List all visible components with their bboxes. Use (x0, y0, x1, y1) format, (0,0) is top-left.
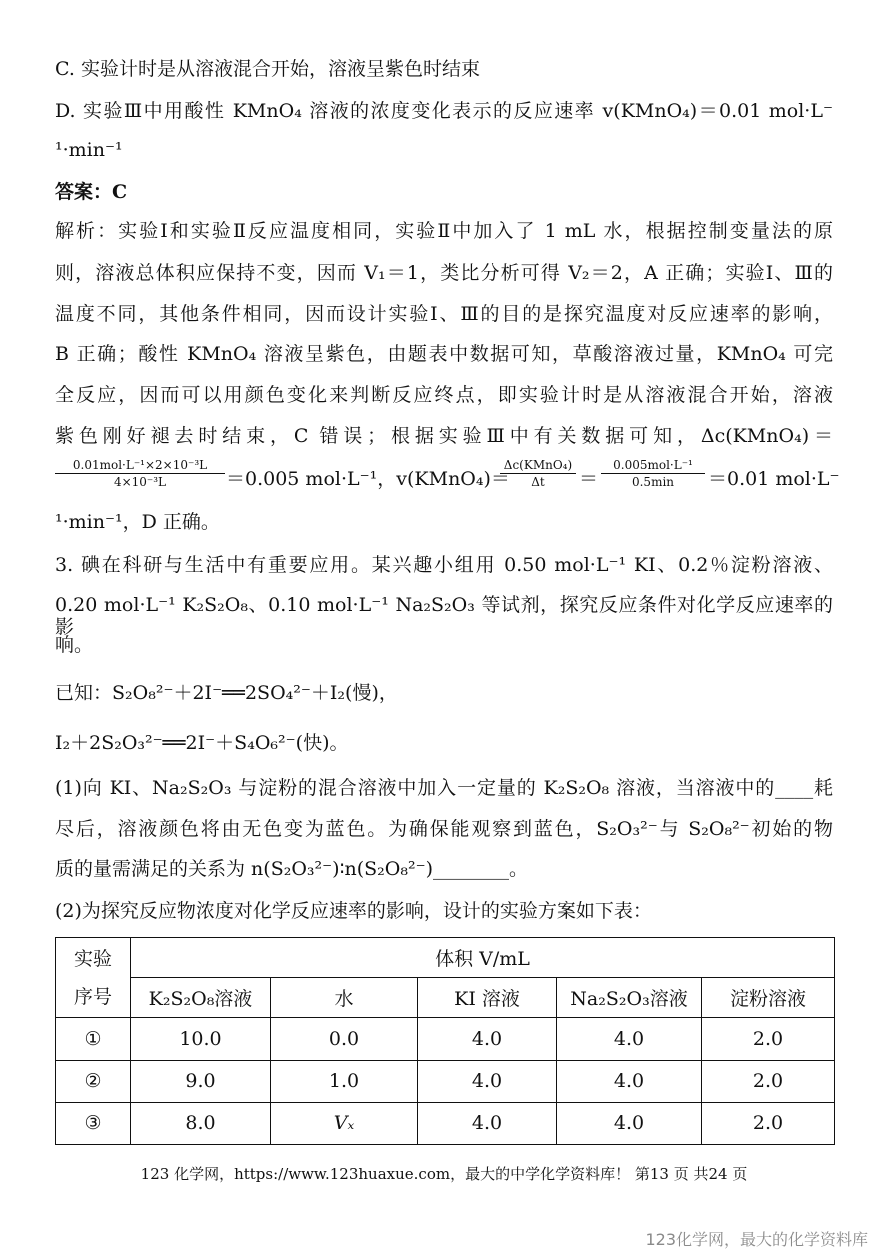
option-c: C. 实验计时是从溶液混合开始，溶液呈紫色时结束 (55, 58, 480, 80)
question-3-reagents: 0.20 mol·L⁻¹ K₂S₂O₈、0.10 mol·L⁻¹ Na₂S₂O₃ 等试剂，探究反应条件对化学反应速率的影 (55, 594, 833, 638)
watermark: 123化学网，最大的化学资料库 (645, 1230, 868, 1249)
fraction-rate (500, 458, 576, 489)
cell: 4.0 (418, 1102, 557, 1144)
analysis-line-3: 温度不同，其他条件相同，因而设计实验Ⅰ、Ⅲ的目的是探究温度对反应速率的影响， (55, 303, 833, 325)
analysis-line-6: 紫色刚好褪去时结束，C 错误；根据实验Ⅲ中有关数据可知，Δc(KMnO₄)＝ (55, 425, 833, 447)
cell: 8.0 (131, 1102, 271, 1144)
page-footer: 123 化学网，https://www.123huaxue.com，最大的中学化学资料库！ 第13 页 共24 页 (140, 1165, 748, 1183)
cell: 9.0 (131, 1060, 271, 1102)
question-3-intro: 3. 碘在科研与生活中有重要应用。某兴趣小组用 0.50 mol·L⁻¹ KI、0.2％淀粉溶液、 (55, 554, 833, 576)
analysis-line-4: B 正确；酸性 KMnO₄ 溶液呈紫色，由题表中数据可知，草酸溶液过量，KMnO₄ 可完 (55, 343, 833, 365)
sub-question-1-cont: 尽后，溶液颜色将由无色变为蓝色。为确保能观察到蓝色，S₂O₃²⁻与 S₂O₈²⁻初始的物 (55, 818, 833, 840)
table-row (56, 1060, 835, 1102)
cell: 4.0 (418, 1060, 557, 1102)
analysis-end: ¹·min⁻¹，D 正确。 (55, 511, 220, 533)
header-ki: KI 溶液 (418, 978, 557, 1018)
fraction-denominator: 0.5min (631, 475, 675, 489)
fraction-numerator: 0.01mol·L⁻¹×2×10⁻³L (55, 458, 225, 474)
sub-question-2: (2)为探究反应物浓度对化学反应速率的影响，设计的实验方案如下表： (55, 900, 652, 922)
cell: 2.0 (702, 1018, 835, 1060)
known-reaction-1: 已知：S₂O₈²⁻＋2I⁻══2SO₄²⁻＋I₂(慢)， (55, 682, 398, 704)
row-id: ③ (56, 1102, 131, 1144)
table-row (56, 1102, 835, 1144)
header-na2s2o3: Na₂S₂O₃溶液 (557, 978, 702, 1018)
sub-question-1-relation: 质的量需满足的关系为 n(S₂O₃²⁻)∶n(S₂O₈²⁻)________。 (55, 858, 529, 880)
header-experiment-number: 实验 序号 (56, 938, 131, 1018)
rate-result: ＝0.01 mol·L⁻ (708, 468, 840, 490)
cell: 10.0 (131, 1018, 271, 1060)
rate-expression: ＝0.005 mol·L⁻¹，v(KMnO₄)＝ (226, 468, 510, 490)
cell: 0.0 (271, 1018, 418, 1060)
analysis-line-1: 解析：实验Ⅰ和实验Ⅱ反应温度相同，实验Ⅱ中加入了 1 mL 水，根据控制变量法的原 (55, 220, 833, 242)
experiment-table (55, 937, 835, 1145)
fraction-concentration (55, 458, 225, 489)
fraction-value (601, 458, 705, 489)
analysis-line-2: 则，溶液总体积应保持不变，因而 V₁＝1，类比分析可得 V₂＝2，A 正确；实验Ⅰ、Ⅲ的 (55, 262, 833, 284)
cell: Vₓ (271, 1102, 418, 1144)
header-k2s2o8: K₂S₂O₈溶液 (131, 978, 271, 1018)
answer: 答案：C (55, 181, 128, 203)
fraction-numerator: 0.005mol·L⁻¹ (601, 458, 705, 474)
cell: 4.0 (418, 1018, 557, 1060)
header-volume: 体积 V/mL (131, 938, 835, 978)
cell: 4.0 (557, 1018, 702, 1060)
cell: 2.0 (702, 1060, 835, 1102)
known-reaction-2: I₂＋2S₂O₃²⁻══2I⁻＋S₄O₆²⁻(快)。 (55, 732, 349, 754)
equals-sign: ＝ (579, 468, 599, 490)
fraction-denominator: 4×10⁻³L (113, 475, 167, 489)
cell: 2.0 (702, 1102, 835, 1144)
option-d: D. 实验Ⅲ中用酸性 KMnO₄ 溶液的浓度变化表示的反应速率 v(KMnO₄)＝0.01 mol·L⁻ (55, 100, 833, 122)
header-starch: 淀粉溶液 (702, 978, 835, 1018)
row-id: ② (56, 1060, 131, 1102)
cell: 4.0 (557, 1060, 702, 1102)
table-row (56, 1018, 835, 1060)
sub-question-1: (1)向 KI、Na₂S₂O₃ 与淀粉的混合溶液中加入一定量的 K₂S₂O₈ 溶液，当溶液中的____耗 (55, 777, 833, 799)
option-d-continued: ¹·min⁻¹ (55, 139, 123, 161)
row-id: ① (56, 1018, 131, 1060)
cell: 4.0 (557, 1102, 702, 1144)
question-3-end: 响。 (55, 634, 94, 656)
cell: 1.0 (271, 1060, 418, 1102)
fraction-numerator: Δc(KMnO₄) (500, 458, 576, 474)
analysis-line-5: 全反应，因而可以用颜色变化来判断反应终点，即实验计时是从溶液混合开始，溶液 (55, 384, 833, 406)
header-water: 水 (271, 978, 418, 1018)
fraction-denominator: Δt (531, 475, 545, 489)
